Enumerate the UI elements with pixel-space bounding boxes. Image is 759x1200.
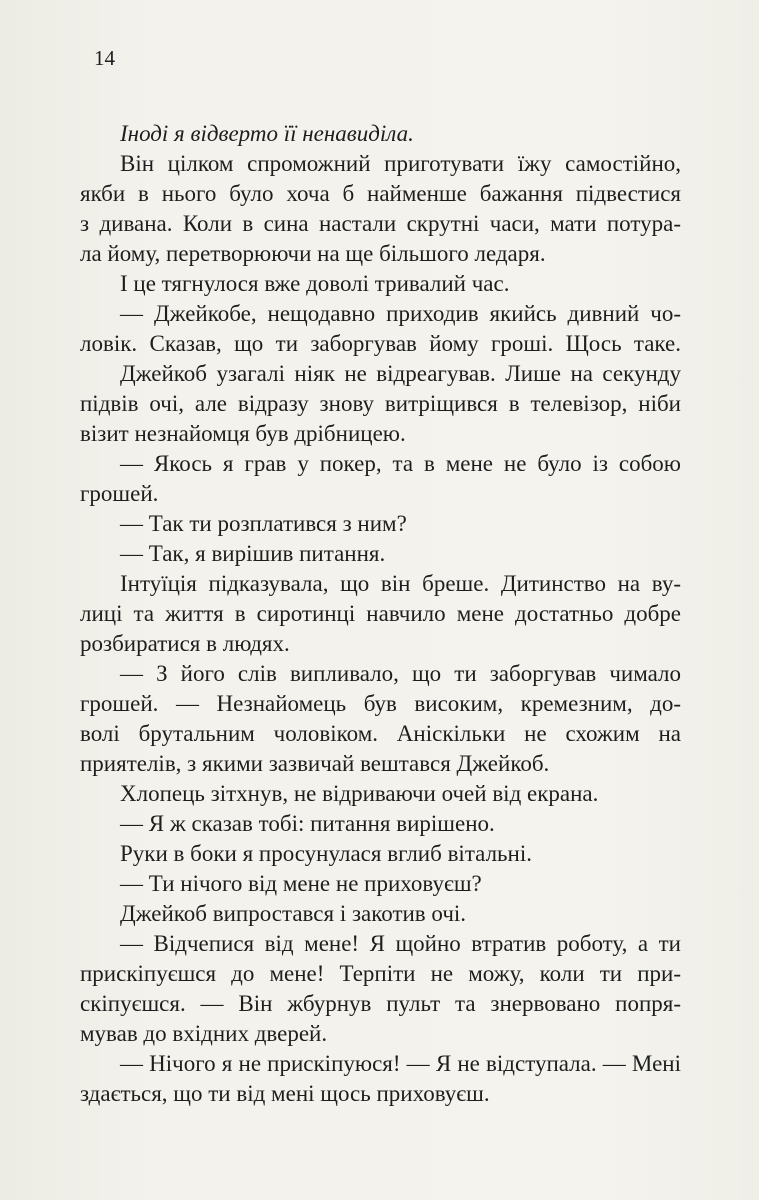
text-line: Інтуїція підказувала, що він бреше. Дитинство на ву- bbox=[120, 571, 681, 596]
text-line: ла йому, перетворюючи на ще більшого ледаря. bbox=[80, 241, 546, 266]
text-line: приятелів, з якими зазвичай вештався Джейкоб. bbox=[80, 751, 550, 776]
text-line: ловік. Сказав, що ти заборгував йому гроші. Щось таке. bbox=[80, 331, 681, 356]
text-line: — Якось я грав у покер, та в мене не було із собою bbox=[120, 451, 681, 476]
text-line: Джейкоб випростався і закотив очі. bbox=[120, 901, 467, 926]
text-line: Іноді я відверто її ненавиділа. bbox=[120, 121, 414, 146]
text-line: Хлопець зітхнув, не відриваючи очей від екрана. bbox=[120, 781, 599, 806]
text-line: І це тягнулося вже доволі тривалий час. bbox=[120, 271, 510, 296]
text-line: якби в нього було хоча б найменше бажання підвестися bbox=[80, 181, 681, 206]
text-line: візит незнайомця був дрібницею. bbox=[80, 421, 406, 446]
text-line: — Я ж сказав тобі: питання вирішено. bbox=[120, 811, 495, 836]
text-line: Він цілком спроможний приготувати їжу самостійно, bbox=[120, 151, 681, 176]
body-text bbox=[80, 119, 681, 1109]
text-line: лиці та життя в сиротинці навчило мене достатньо добре bbox=[80, 601, 681, 626]
text-line: грошей. — Незнайомець був високим, кремезним, до- bbox=[80, 691, 681, 716]
text-line: — Так ти розплатився з ним? bbox=[120, 511, 407, 536]
text-line: — Ти нічого від мене не приховуєш? bbox=[120, 871, 482, 896]
page-number: 14 bbox=[94, 46, 115, 70]
text-line: — Джейкобе, нещодавно приходив якийсь дивний чо- bbox=[120, 301, 681, 326]
text-line: — Відчепися від мене! Я щойно втратив роботу, а ти bbox=[120, 931, 681, 956]
text-line: розбиратися в людях. bbox=[80, 631, 290, 656]
text-line: мував до вхідних дверей. bbox=[80, 1021, 328, 1046]
text-line: волі брутальним чоловіком. Аніскільки не схожим на bbox=[80, 721, 681, 746]
text-line: підвів очі, але відразу знову витріщився в телевізор, ніби bbox=[80, 391, 681, 416]
text-line: Руки в боки я просунулася вглиб вітальні. bbox=[120, 841, 532, 866]
text-line: — Так, я вирішив питання. bbox=[120, 541, 386, 566]
text-line: здається, що ти від мені щось приховуєш. bbox=[80, 1081, 490, 1106]
text-line: — Нічого я не прискіпуюся! — Я не відступала. — Мені bbox=[120, 1051, 681, 1076]
text-line: прискіпуєшся до мене! Терпіти не можу, коли ти при- bbox=[80, 961, 681, 986]
text-line: — З його слів випливало, що ти заборгував чимало bbox=[120, 661, 681, 686]
text-line: скіпуєшся. — Він жбурнув пульт та знервовано попря- bbox=[80, 991, 681, 1016]
text-line: Джейкоб узагалі ніяк не відреагував. Лише на секунду bbox=[120, 361, 681, 386]
text-line: грошей. bbox=[80, 481, 159, 506]
text-line: з дивана. Коли в сина настали скрутні часи, мати потура- bbox=[80, 211, 681, 236]
